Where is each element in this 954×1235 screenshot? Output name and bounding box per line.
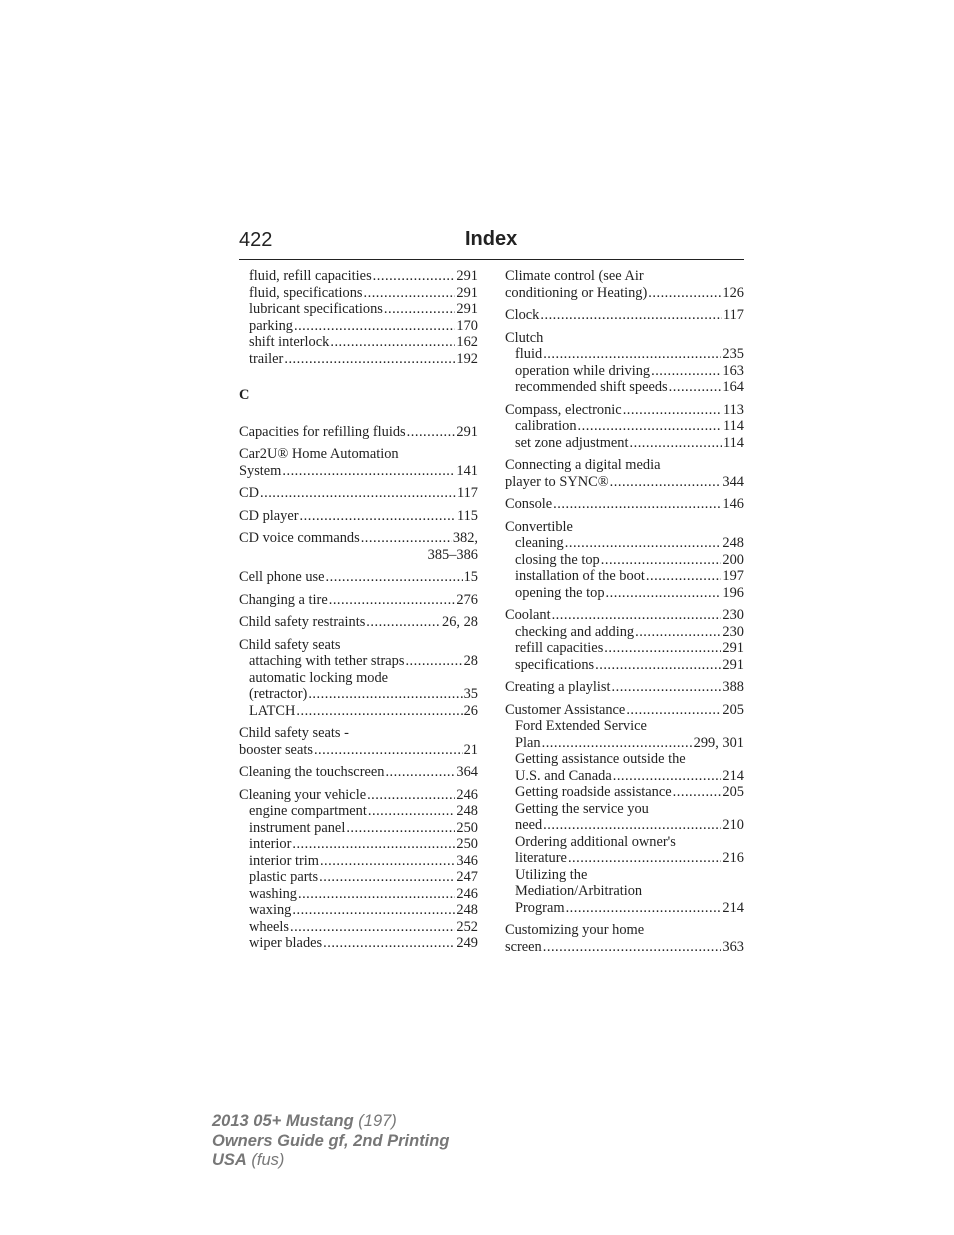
index-term: Cleaning the touchscreen <box>239 764 385 780</box>
index-subentry-line <box>505 834 744 851</box>
index-subentry-line <box>505 435 744 452</box>
page-reference: 364 <box>456 764 478 780</box>
footer-line-3: USA (fus) <box>212 1151 285 1169</box>
page-reference: 291 <box>722 656 744 673</box>
dot-leader <box>553 496 721 513</box>
index-term: Car2U® Home Automation <box>239 446 399 462</box>
page-reference: 247 <box>456 869 478 885</box>
index-term: engine compartment <box>249 803 367 819</box>
index-entry <box>239 725 478 758</box>
index-subentry <box>239 301 478 318</box>
index-entry <box>505 679 744 696</box>
dot-leader <box>578 418 722 435</box>
index-entry-line <box>239 614 478 631</box>
index-entry <box>239 764 478 781</box>
index-term: screen <box>505 938 542 955</box>
index-term: CD <box>239 485 259 501</box>
index-entry <box>239 569 478 586</box>
page-reference: 276 <box>456 591 478 608</box>
index-entry-line <box>239 424 478 441</box>
index-subentry-line <box>505 817 744 834</box>
dot-leader <box>568 850 721 867</box>
page-reference: 248 <box>722 535 744 551</box>
index-term: waxing <box>249 902 292 918</box>
dot-leader <box>635 624 721 641</box>
dot-leader <box>300 508 456 525</box>
dot-leader <box>282 463 455 480</box>
index-subentry-line <box>505 624 744 641</box>
dot-leader <box>364 285 456 302</box>
index-subentry-line <box>239 869 478 886</box>
page-reference: 200 <box>722 551 744 568</box>
dot-leader <box>595 657 721 674</box>
index-subentry-line <box>239 886 478 903</box>
index-term: fluid <box>515 346 543 362</box>
page-reference: 382, <box>452 530 478 546</box>
index-term: wiper blades <box>249 935 323 951</box>
page-reference: 291 <box>456 423 478 440</box>
index-subentry-line <box>239 686 478 703</box>
page-reference: 385–386 <box>427 546 478 563</box>
index-term: Climate control (see Air <box>505 268 644 284</box>
dot-leader <box>319 869 455 886</box>
index-entry <box>505 307 744 324</box>
index-term: conditioning or Heating) <box>505 284 648 301</box>
index-subentry-line <box>505 585 744 602</box>
dot-leader <box>368 803 456 820</box>
page-title: Index <box>465 228 518 250</box>
index-term: Mediation/Arbitration <box>515 883 643 899</box>
index-subentry-line <box>239 670 478 687</box>
index-entry <box>239 592 478 609</box>
index-subentry-line <box>505 346 744 363</box>
index-term: Creating a playlist <box>505 679 611 695</box>
index-subentry-line <box>505 900 744 917</box>
page-reference: 113 <box>722 401 744 418</box>
dot-leader <box>407 424 456 441</box>
index-entry-line <box>505 285 744 302</box>
index-subentry-line <box>505 784 744 801</box>
index-subentry-line <box>505 552 744 569</box>
index-term: closing the top <box>515 551 600 568</box>
page-reference: 205 <box>722 784 744 800</box>
dot-leader <box>613 768 722 785</box>
index-term: Capacities for refilling fluids <box>239 423 406 440</box>
dot-leader <box>292 902 455 919</box>
dot-leader <box>610 474 722 491</box>
page-reference: 250 <box>456 836 478 852</box>
index-column-left <box>239 268 478 958</box>
page-reference: 26 <box>463 702 478 719</box>
dot-leader <box>552 607 722 624</box>
index-term: checking and adding <box>515 623 635 640</box>
page-reference: 291 <box>722 640 744 656</box>
index-subentry-line <box>239 820 478 837</box>
dot-leader <box>648 285 721 302</box>
dot-leader <box>314 742 463 759</box>
index-entry-line <box>505 474 744 491</box>
dot-leader <box>540 307 722 324</box>
index-entry-line <box>505 519 744 536</box>
index-subentry-line <box>505 568 744 585</box>
page-reference: 250 <box>456 819 478 836</box>
dot-leader <box>646 568 722 585</box>
dot-leader <box>296 703 462 720</box>
index-column-right <box>505 268 744 961</box>
index-entry <box>239 508 478 525</box>
index-term: opening the top <box>515 584 605 601</box>
page-reference: 299, 301 <box>693 734 744 751</box>
index-term: interior <box>249 836 292 852</box>
index-entry-line <box>239 463 478 480</box>
page-reference: 15 <box>463 569 478 585</box>
dot-leader <box>651 363 721 380</box>
page-reference: 115 <box>456 507 478 524</box>
index-term: Getting the service you <box>515 800 649 817</box>
dot-leader <box>326 569 463 586</box>
page-reference: 163 <box>722 362 744 379</box>
index-term: fluid, refill capacities <box>249 268 372 284</box>
index-entry-line <box>505 402 744 419</box>
page-reference: 291 <box>456 268 478 284</box>
dot-leader <box>384 301 456 318</box>
index-term: System <box>239 462 282 479</box>
index-entry-continued <box>239 268 478 367</box>
page-reference: 26, 28 <box>442 614 478 630</box>
page-reference: 246 <box>456 885 478 902</box>
page-reference: 21 <box>463 741 478 758</box>
dot-leader <box>292 836 455 853</box>
index-subentry <box>239 268 478 285</box>
index-subentry-line <box>505 640 744 657</box>
dot-leader <box>290 919 455 936</box>
page-header <box>239 227 744 260</box>
page-reference: 117 <box>722 307 744 323</box>
page-reference: 197 <box>722 568 744 584</box>
index-term: lubricant specifications <box>249 301 383 317</box>
index-subentry-line <box>505 379 744 396</box>
dot-leader <box>366 614 441 631</box>
index-term: Program <box>515 899 565 916</box>
page-reference: 146 <box>722 496 744 512</box>
dot-leader <box>367 787 455 804</box>
index-entry-line <box>505 307 744 324</box>
dot-leader <box>320 853 455 870</box>
index-term: Cell phone use <box>239 569 325 585</box>
index-subentry-line <box>505 735 744 752</box>
index-term: Customer Assistance <box>505 701 626 718</box>
page-reference: 235 <box>722 346 744 362</box>
index-subentry-line <box>505 418 744 435</box>
page-reference: 363 <box>722 938 744 955</box>
index-term: Getting roadside assistance <box>515 784 672 800</box>
index-entry-line <box>239 530 478 547</box>
index-entry <box>239 530 478 563</box>
index-term: Getting assistance outside the <box>515 751 686 767</box>
index-term: trailer <box>249 350 284 367</box>
page-reference: 248 <box>456 803 478 819</box>
index-term: Convertible <box>505 518 573 535</box>
index-entry-line <box>239 637 478 654</box>
page-reference: 192 <box>456 350 478 367</box>
page-reference: 291 <box>456 301 478 317</box>
page-reference: 216 <box>722 850 744 866</box>
index-term: cleaning <box>515 535 564 551</box>
index-term: player to SYNC® <box>505 473 609 490</box>
index-entry-line <box>505 679 744 696</box>
index-subentry-line <box>505 768 744 785</box>
dot-leader <box>673 784 722 801</box>
index-subentry-line <box>505 718 744 735</box>
dot-leader <box>405 653 462 670</box>
index-subentry-line <box>505 850 744 867</box>
index-term: Child safety seats - <box>239 725 349 741</box>
index-subentry <box>239 351 478 368</box>
index-entry-line <box>505 268 744 285</box>
dot-leader <box>330 334 455 351</box>
index-term: Customizing your home <box>505 922 645 938</box>
page-reference: 291 <box>456 284 478 301</box>
index-subentry-line <box>239 919 478 936</box>
index-term: Connecting a digital media <box>505 457 661 473</box>
dot-leader <box>626 702 721 719</box>
dot-leader <box>565 535 722 552</box>
page-number: 422 <box>239 229 273 251</box>
page-reference: 230 <box>722 607 744 623</box>
index-entry-line <box>505 922 744 939</box>
section-letter: C <box>239 387 250 403</box>
dot-leader <box>566 900 722 917</box>
index-term: need <box>515 817 543 833</box>
dot-leader <box>623 402 722 419</box>
index-subentry-line <box>239 935 478 952</box>
page-reference: 114 <box>722 418 744 434</box>
dot-leader <box>543 346 721 363</box>
dot-leader <box>323 935 455 952</box>
index-term: Clutch <box>505 329 544 346</box>
page-reference: 210 <box>722 817 744 833</box>
index-entry <box>239 614 478 631</box>
index-term: Plan <box>515 734 541 751</box>
index-entry <box>505 607 744 673</box>
index-entry-line <box>505 496 744 513</box>
index-entry-line <box>239 508 478 525</box>
index-term: shift interlock <box>249 334 330 350</box>
page-reference: 35 <box>463 686 478 702</box>
dot-leader <box>346 820 455 837</box>
footer-line-1: 2013 05+ Mustang (197) <box>212 1112 397 1130</box>
page-reference: 346 <box>456 852 478 869</box>
dot-leader <box>669 379 722 396</box>
index-entry-line <box>505 457 744 474</box>
page-reference: 205 <box>722 701 744 718</box>
index-term: recommended shift speeds <box>515 379 668 395</box>
index-term: refill capacities <box>515 640 604 656</box>
index-term: literature <box>515 850 567 866</box>
dot-leader <box>604 640 721 657</box>
index-term: CD voice commands <box>239 530 360 546</box>
index-subentry-line <box>239 703 478 720</box>
page-reference: 214 <box>722 899 744 916</box>
dot-leader <box>606 585 722 602</box>
index-subentry-line <box>505 867 744 884</box>
page-reference: 28 <box>463 653 478 669</box>
index-term: Ordering additional owner's <box>515 833 676 850</box>
index-term: washing <box>249 885 297 902</box>
dot-leader <box>601 552 722 569</box>
index-entry-line <box>505 330 744 347</box>
index-entry-line <box>505 939 744 956</box>
index-term: instrument panel <box>249 819 346 836</box>
page-reference: 344 <box>722 473 744 490</box>
dot-leader <box>385 764 455 781</box>
index-subentry-line <box>505 657 744 674</box>
index-term: wheels <box>249 918 289 935</box>
dot-leader <box>294 318 455 335</box>
index-entry <box>505 496 744 513</box>
index-term: CD player <box>239 507 299 524</box>
index-term: Clock <box>505 307 540 323</box>
index-term: Child safety seats <box>239 636 341 653</box>
index-entry <box>505 330 744 396</box>
index-entry <box>505 268 744 301</box>
index-term: interior trim <box>249 852 319 869</box>
index-subentry-line <box>505 801 744 818</box>
page-reference: 388 <box>722 679 744 695</box>
page-reference: 214 <box>722 767 744 784</box>
index-entry <box>239 787 478 952</box>
index-term: set zone adjustment <box>515 434 629 451</box>
index-term: Ford Extended Service <box>515 718 647 734</box>
index-entry <box>505 457 744 490</box>
index-entry <box>505 702 744 917</box>
page-reference: 164 <box>722 379 744 395</box>
index-entry-line <box>239 742 478 759</box>
page-reference: 126 <box>722 284 744 301</box>
dot-leader <box>543 817 721 834</box>
index-term: Child safety restraints <box>239 614 366 630</box>
index-term: attaching with tether straps <box>249 653 405 669</box>
dot-leader <box>284 351 455 368</box>
footer-line-2: Owners Guide gf, 2nd Printing <box>212 1131 450 1150</box>
index-term: U.S. and Canada <box>515 767 612 784</box>
index-subentry-line <box>239 836 478 853</box>
dot-leader <box>361 530 452 547</box>
index-entry-line <box>239 764 478 781</box>
index-subentry-line <box>505 535 744 552</box>
index-term: parking <box>249 317 293 334</box>
page-reference: 141 <box>456 462 478 479</box>
page-reference: 196 <box>722 584 744 601</box>
index-term: automatic locking mode <box>249 669 389 686</box>
dot-leader <box>630 435 722 452</box>
dot-leader <box>542 735 693 752</box>
index-entry-line <box>239 446 478 463</box>
index-subentry-line <box>239 653 478 670</box>
dot-leader <box>298 886 455 903</box>
index-entry-line <box>505 607 744 624</box>
index-subentry-line <box>239 902 478 919</box>
index-subentry-line <box>505 883 744 900</box>
page-reference: 114 <box>722 434 744 451</box>
index-entry-line <box>239 547 478 564</box>
dot-leader <box>308 686 462 703</box>
index-entry <box>505 519 744 602</box>
index-term: Console <box>505 496 553 512</box>
index-entry <box>505 402 744 452</box>
index-term: calibration <box>515 418 577 434</box>
dot-leader <box>329 592 456 609</box>
dot-leader <box>543 939 722 956</box>
index-subentry-line <box>239 803 478 820</box>
index-entry <box>239 446 478 479</box>
page-footer <box>212 1112 449 1171</box>
index-entry-line <box>239 569 478 586</box>
index-entry <box>239 424 478 441</box>
index-term: Coolant <box>505 607 551 623</box>
index-entry-line <box>239 725 478 742</box>
index-term: booster seats <box>239 741 313 758</box>
index-term: plastic parts <box>249 869 319 885</box>
index-entry <box>239 485 478 502</box>
dot-leader <box>373 268 456 285</box>
index-term: LATCH <box>249 702 296 719</box>
index-entry <box>239 637 478 720</box>
index-subentry-line <box>239 853 478 870</box>
index-term: operation while driving <box>515 362 651 379</box>
index-term: installation of the boot <box>515 568 645 584</box>
index-entry-line <box>239 592 478 609</box>
index-term: Cleaning your vehicle <box>239 786 367 803</box>
index-entry-line <box>505 702 744 719</box>
dot-leader <box>612 679 722 696</box>
index-subentry <box>239 334 478 351</box>
page-reference: 246 <box>456 786 478 803</box>
index-entry-line <box>239 485 478 502</box>
page-reference: 230 <box>722 623 744 640</box>
index-entry-line <box>239 787 478 804</box>
page-reference: 162 <box>456 334 478 350</box>
index-subentry-line <box>505 751 744 768</box>
index-subentry <box>239 285 478 302</box>
page-reference: 248 <box>456 902 478 918</box>
page-reference: 252 <box>456 918 478 935</box>
page-reference: 249 <box>456 935 478 951</box>
index-subentry-line <box>505 363 744 380</box>
page-reference: 170 <box>456 317 478 334</box>
index-term: Utilizing the <box>515 866 588 883</box>
index-term: specifications <box>515 656 595 673</box>
dot-leader <box>260 485 456 502</box>
index-entry <box>505 922 744 955</box>
index-term: Compass, electronic <box>505 401 622 418</box>
page-reference: 117 <box>456 485 478 501</box>
index-term: (retractor) <box>249 686 308 702</box>
index-term: Changing a tire <box>239 591 328 608</box>
index-term: fluid, specifications <box>249 284 363 301</box>
index-subentry <box>239 318 478 335</box>
